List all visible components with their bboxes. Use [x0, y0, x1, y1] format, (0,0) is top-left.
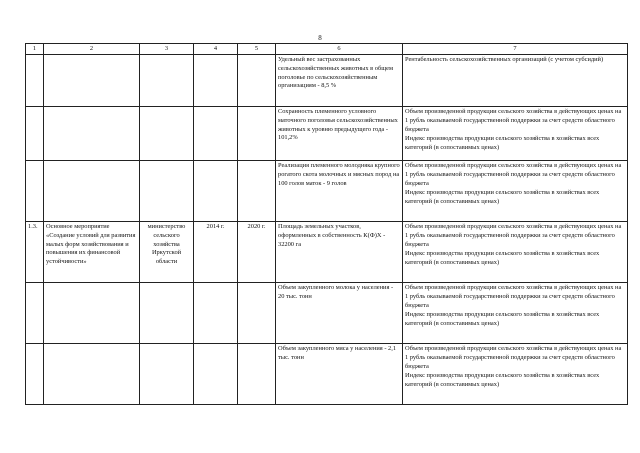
start-year-cell	[194, 161, 238, 222]
result-indicator-cell: Объем закупленного молока у населения - 20 тыс. тонн	[276, 283, 403, 344]
activity-cell: Основное мероприятие «Создание условий для развития малых форм хозяйствования и повышения их финансовой устойчивости»	[44, 222, 140, 283]
end-year-cell	[238, 344, 276, 405]
table-row	[26, 55, 628, 107]
executor-cell	[140, 344, 194, 405]
target-indicator-text: Объем произведенной продукции сельского хозяйства в действующих ценах на 1 рубль оказываемой государственной поддержки за счет средств областного бюджета	[405, 108, 622, 133]
executor-cell	[140, 55, 194, 107]
header-cell: 7	[403, 44, 628, 55]
header-row	[26, 44, 628, 55]
target-indicator-text: Индекс производства продукции сельского хозяйства в хозяйствах всех категорий (в сопоставимых ценах)	[405, 250, 600, 267]
start-year-cell	[194, 283, 238, 344]
target-indicator-cell	[403, 222, 628, 283]
row-number-cell	[26, 55, 44, 107]
table-row	[26, 107, 628, 161]
activity-cell	[44, 107, 140, 161]
end-year-cell: 2020 г.	[238, 222, 276, 283]
row-number-cell	[26, 344, 44, 405]
end-year-cell	[238, 55, 276, 107]
target-indicator-text: Индекс производства продукции сельского хозяйства в хозяйствах всех категорий (в сопоставимых ценах)	[405, 311, 600, 328]
header-cell: 4	[194, 44, 238, 55]
end-year-cell	[238, 283, 276, 344]
executor-cell	[140, 283, 194, 344]
row-number-cell: 1.3.	[26, 222, 44, 283]
target-indicator-cell	[403, 107, 628, 161]
result-indicator-cell: Площадь земельных участков, оформленных в собственность К(Ф)Х - 32200 га	[276, 222, 403, 283]
executor-cell	[140, 107, 194, 161]
end-year-cell	[238, 107, 276, 161]
target-indicator-text: Рентабельность сельскохозяйственных организаций (с учетом субсидий)	[405, 56, 604, 63]
program-table	[25, 43, 628, 405]
result-indicator-cell: Удельный вес застрахованных сельскохозяйственных животных в общем поголовье по сельскохозяйственным организациям - 8,5 %	[276, 55, 403, 107]
start-year-cell: 2014 г.	[194, 222, 238, 283]
table-row	[26, 222, 628, 283]
table-row	[26, 161, 628, 222]
end-year-cell	[238, 161, 276, 222]
target-indicator-cell	[403, 55, 628, 107]
target-indicator-text: Объем произведенной продукции сельского хозяйства в действующих ценах на 1 рубль оказываемой государственной поддержки за счет средств областного бюджета	[405, 162, 622, 187]
result-indicator-cell: Реализация племенного молодняка крупного рогатого скота молочных и мясных пород на 100 голов маток - 9 голов	[276, 161, 403, 222]
activity-cell	[44, 283, 140, 344]
result-indicator-cell: Сохранность племенного условного маточного поголовья сельскохозяйственных животных к уровню предыдущего года - 101,2%	[276, 107, 403, 161]
header-cell: 5	[238, 44, 276, 55]
header-cell: 2	[44, 44, 140, 55]
start-year-cell	[194, 344, 238, 405]
target-indicator-cell	[403, 283, 628, 344]
start-year-cell	[194, 107, 238, 161]
target-indicator-text: Индекс производства продукции сельского хозяйства в хозяйствах всех категорий (в сопоставимых ценах)	[405, 135, 600, 152]
target-indicator-cell	[403, 161, 628, 222]
executor-cell: министерство сельского хозяйства Иркутской области	[140, 222, 194, 283]
header-cell: 6	[276, 44, 403, 55]
page-number: 8	[318, 34, 322, 42]
executor-cell	[140, 161, 194, 222]
start-year-cell	[194, 55, 238, 107]
header-cell: 3	[140, 44, 194, 55]
table-row	[26, 344, 628, 405]
target-indicator-text: Объем произведенной продукции сельского хозяйства в действующих ценах на 1 рубль оказываемой государственной поддержки за счет средств областного бюджета	[405, 284, 622, 309]
row-number-cell	[26, 107, 44, 161]
row-number-cell	[26, 161, 44, 222]
table-row	[26, 283, 628, 344]
target-indicator-text: Объем произведенной продукции сельского хозяйства в действующих ценах на 1 рубль оказываемой государственной поддержки за счет средств областного бюджета	[405, 345, 622, 370]
target-indicator-text: Индекс производства продукции сельского хозяйства в хозяйствах всех категорий (в сопоставимых ценах)	[405, 189, 600, 206]
activity-cell	[44, 344, 140, 405]
target-indicator-text: Объем произведенной продукции сельского хозяйства в действующих ценах на 1 рубль оказываемой государственной поддержки за счет средств областного бюджета	[405, 223, 622, 248]
result-indicator-cell: Объем закупленного мяса у населения - 2,1 тыс. тонн	[276, 344, 403, 405]
activity-cell	[44, 55, 140, 107]
row-number-cell	[26, 283, 44, 344]
header-cell: 1	[26, 44, 44, 55]
activity-cell	[44, 161, 140, 222]
target-indicator-cell	[403, 344, 628, 405]
target-indicator-text: Индекс производства продукции сельского хозяйства в хозяйствах всех категорий (в сопоставимых ценах)	[405, 372, 600, 389]
